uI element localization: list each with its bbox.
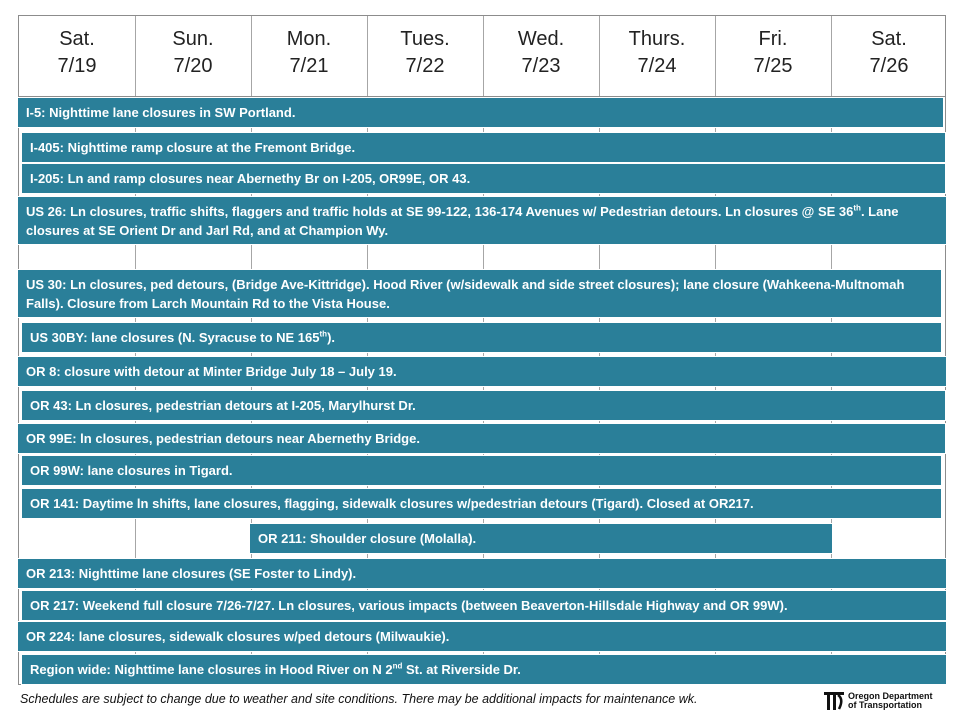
header-divider [19,96,945,97]
day-name: Sat. [59,28,95,50]
event-text: US 26: Ln closures, traffic shifts, flaggers and traffic holds at SE 99-122, 136-174 Avenues w/ Pedestrian detours. Ln closures @ SE 36th. Lane closures at SE Orient Dr and Jarl Rd, and at Champion Wy. [26,203,899,238]
event-text: OR 211: Shoulder closure (Molalla). [258,531,477,546]
event-text: I-205: Ln and ramp closures near Abernethy Br on I-205, OR99E, OR 43. [30,171,471,186]
event-bar-or211[interactable] [250,524,832,553]
odot-logo-text [848,692,933,711]
day-date: 7/24 [637,55,677,77]
event-text: OR 8: closure with detour at Minter Bridge July 18 – July 19. [26,364,397,379]
day-date: 7/21 [289,55,329,77]
event-bar-i205[interactable] [22,164,945,193]
event-text: OR 99E: ln closures, pedestrian detours near Abernethy Bridge. [26,431,420,446]
event-bar-i405[interactable] [22,133,945,162]
event-bar-us26[interactable] [18,197,946,244]
event-bar-i5[interactable] [18,98,943,127]
day-date: 7/25 [753,55,793,77]
day-date: 7/23 [521,55,561,77]
day-header [599,16,715,96]
event-bar-us30by[interactable] [22,323,941,352]
event-text: OR 99W: lane closures in Tigard. [30,463,233,478]
day-name: Fri. [758,28,788,50]
day-name: Wed. [517,28,565,50]
day-header [831,16,947,96]
day-header [135,16,251,96]
logo-line2: of Transportation [848,700,922,710]
event-text: OR 43: Ln closures, pedestrian detours at I-205, Marylhurst Dr. [30,398,416,413]
day-date: 7/26 [869,55,909,77]
event-bar-or224[interactable] [18,622,946,651]
day-name: Mon. [286,28,332,50]
day-date: 7/20 [173,55,213,77]
event-text: OR 213: Nighttime lane closures (SE Foster to Lindy). [26,566,357,581]
event-text: US 30BY: lane closures (N. Syracuse to NE 165th). [30,329,336,345]
day-date: 7/19 [57,55,97,77]
day-name: Sun. [172,28,214,50]
event-bar-or217[interactable] [22,591,946,620]
day-name: Thurs. [628,28,686,50]
day-header [19,16,135,96]
event-bar-or99e[interactable] [18,424,945,453]
day-header [251,16,367,96]
event-text: US 30: Ln closures, ped detours, (Bridge Ave-Kittridge). Hood River (w/sidewalk and side street closures); lane closure (Wahkeena-Multnomah Falls). Closure from Larch Mountain Rd to the Vista House. [26,276,905,311]
schedule-disclaimer: Schedules are subject to change due to weather and site conditions. There may be additional impacts for maintenance wk. [20,692,698,706]
event-text: I-5: Nighttime lane closures in SW Portland. [26,105,296,120]
day-header [483,16,599,96]
day-name: Sat. [871,28,907,50]
event-bar-or8[interactable] [18,357,946,386]
odot-logo-icon [824,691,844,711]
day-header [715,16,831,96]
event-text: OR 224: lane closures, sidewalk closures w/ped detours (Milwaukie). [26,629,450,644]
odot-logo [824,688,946,714]
event-bar-or43[interactable] [22,391,945,420]
event-bar-or99w[interactable] [22,456,941,485]
event-bar-region[interactable] [22,655,946,684]
event-bar-or141[interactable] [22,489,941,518]
day-header [367,16,483,96]
event-text: OR 217: Weekend full closure 7/26-7/27. Ln closures, various impacts (between Beaverton-Hillsdale Highway and OR 99W). [30,598,788,613]
day-name: Tues. [400,28,450,50]
event-text: OR 141: Daytime ln shifts, lane closures, flagging, sidewalk closures w/pedestrian detours (Tigard). Closed at OR217. [30,496,754,511]
event-bar-us30[interactable] [18,270,941,317]
event-text: Region wide: Nighttime lane closures in Hood River on N 2nd St. at Riverside Dr. [30,661,521,677]
logo-line1: Oregon Department [848,690,933,701]
event-text: I-405: Nighttime ramp closure at the Fremont Bridge. [30,140,356,155]
event-bar-or213[interactable] [18,559,946,588]
day-date: 7/22 [405,55,445,77]
